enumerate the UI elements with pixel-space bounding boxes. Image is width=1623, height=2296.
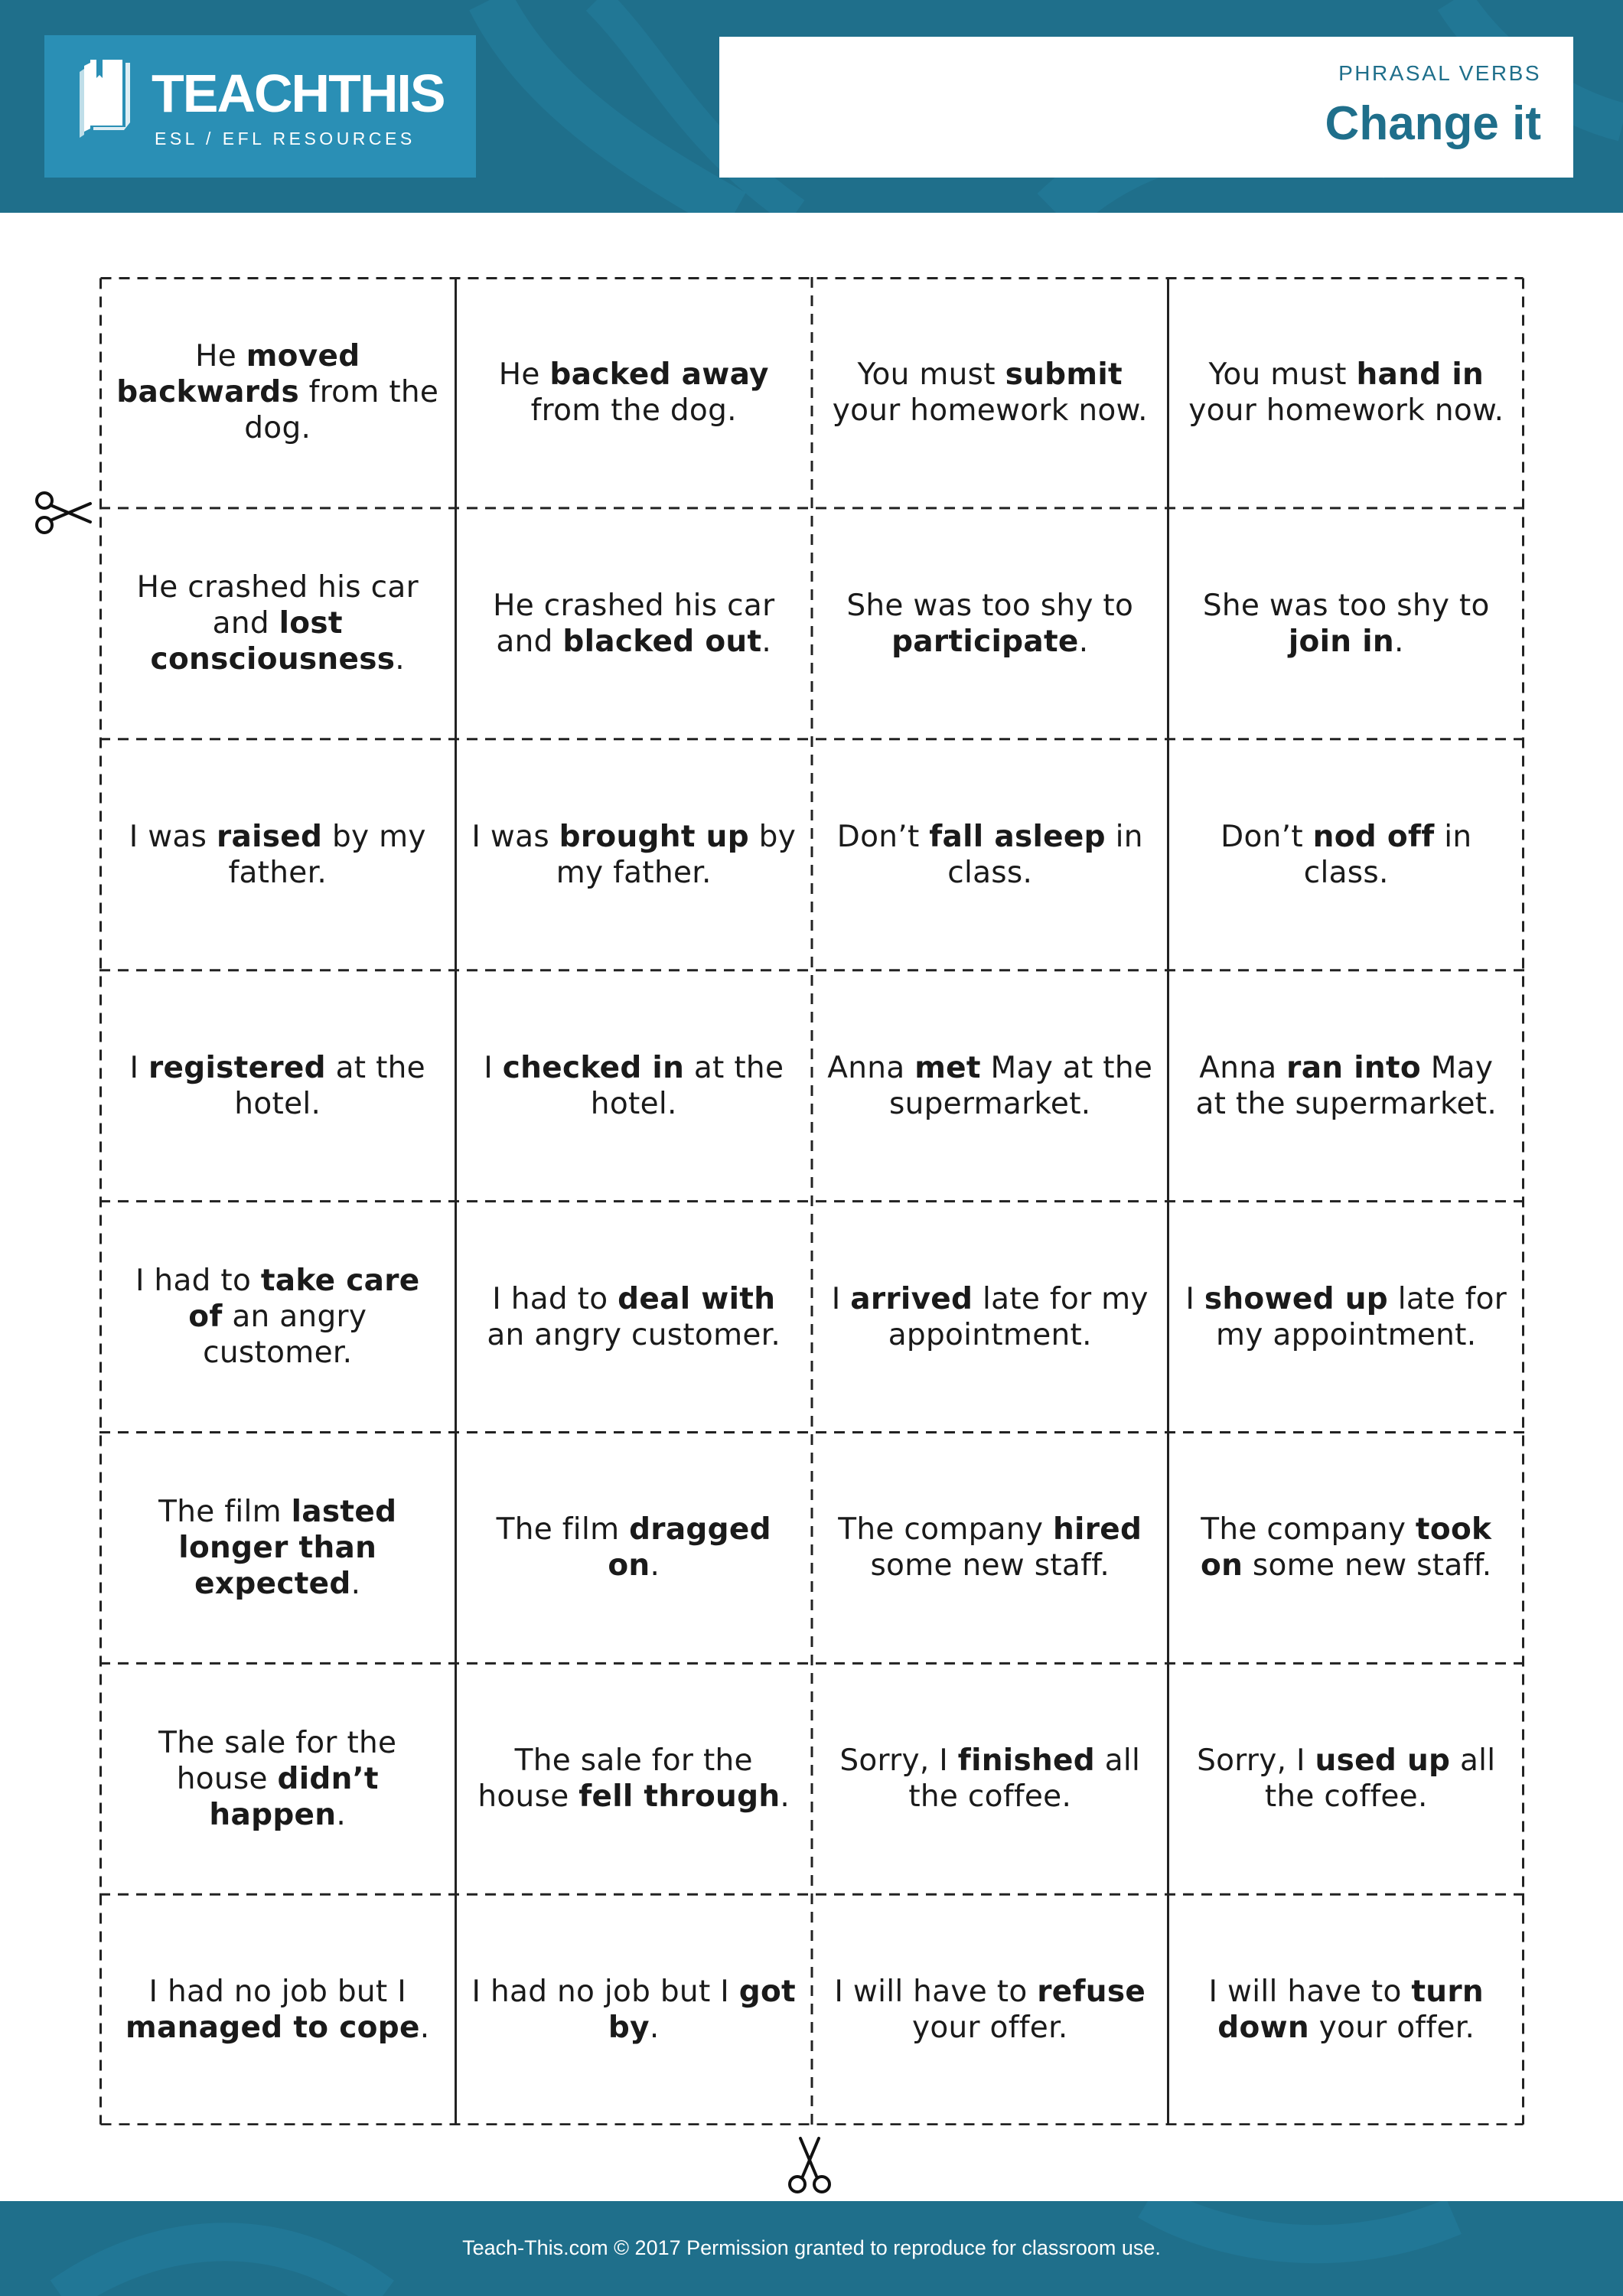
highlighted-phrase: dragged on [608,1512,771,1583]
card-sentence [1182,1974,1511,2046]
card [812,277,1168,508]
logo[interactable] [44,35,476,178]
card [99,970,456,1202]
card [456,277,813,508]
highlighted-phrase: participate [891,624,1079,659]
highlighted-phrase: got by [608,1975,797,2046]
card [456,970,813,1202]
highlighted-phrase: registered [148,1050,326,1085]
card [1168,970,1525,1202]
card-sentence [826,588,1155,660]
sentence-text: Don’t [1221,819,1313,854]
sentence-text: The company [1201,1512,1416,1548]
sentence-text: I was [471,819,559,854]
sentence-text: I had no job but I [148,1975,407,2010]
card-sentence [826,819,1155,891]
card-sentence [1182,1050,1511,1122]
highlighted-phrase: turn down [1217,1975,1484,2046]
sentence-text: your homework now. [832,393,1148,428]
card-sentence [113,1974,442,2046]
card [812,1202,1168,1433]
card [99,1663,456,1894]
sentence-text: all the coffee. [1264,1743,1496,1815]
card [99,1202,456,1433]
header-banner [0,0,1623,213]
sentence-text: at the hotel. [234,1050,425,1121]
highlighted-phrase: backed away [549,357,769,392]
sentence-text: I [129,1050,148,1085]
card [812,1433,1168,1664]
sentence-text: The sale for the house [158,1725,397,1796]
title-box [719,37,1573,178]
sentence-text: May at the supermarket. [888,1050,1153,1121]
highlighted-phrase: met [914,1050,981,1085]
highlighted-phrase: lost consciousness [150,606,396,677]
card [1168,1433,1525,1664]
sentence-text: from the dog. [244,375,439,446]
sentence-text: He [498,357,550,392]
sentence-text: . [336,1797,347,1832]
brand-name: TEACHTHIS [152,64,445,123]
sentence-text: an angry customer. [203,1300,367,1371]
highlighted-phrase: hand in [1356,357,1484,392]
card-sentence [113,338,442,446]
sentence-text: The film [158,1494,292,1529]
highlighted-phrase: nod off [1312,819,1435,854]
highlighted-phrase: blacked out [562,624,762,659]
sentence-text: an angry customer. [487,1317,781,1352]
sentence-text: I was [129,819,217,854]
card [1168,1663,1525,1894]
sentence-text: She was too shy to [1202,588,1490,623]
card [1168,1202,1525,1433]
card [1168,508,1525,739]
highlighted-phrase: join in [1288,624,1394,659]
sentence-text: May at the supermarket. [1195,1050,1498,1121]
scissors-icon-left [34,490,93,536]
sentence-text: . [395,642,405,677]
highlighted-phrase: arrived [850,1281,973,1316]
sentence-text: at the hotel. [590,1050,784,1121]
sentence-text: The sale for the house [477,1743,753,1815]
card-sentence [826,1050,1155,1122]
card-sentence [1182,1512,1511,1583]
sentence-text: Anna [827,1050,915,1085]
sentence-text: all the coffee. [908,1743,1141,1815]
card [456,1433,813,1664]
sentence-text: Don’t [836,819,930,854]
card [99,1894,456,2125]
sentence-text: I [484,1050,503,1085]
sentence-text: . [761,624,772,659]
card-sentence [1182,819,1511,891]
sentence-text: I [831,1281,851,1316]
scissors-icon-bottom [787,2135,833,2195]
sentence-text: . [1393,624,1404,659]
card-sentence [113,1050,442,1122]
highlighted-phrase: used up [1315,1743,1451,1779]
card [99,277,456,508]
card [812,970,1168,1202]
sentence-text: She was too shy to [846,588,1134,623]
card-sentence [470,1974,799,2046]
sentence-text: I will have to [1208,1975,1412,2010]
highlighted-phrase: lasted longer than expected [178,1494,397,1601]
sentence-text: Sorry, I [839,1743,958,1779]
sentence-text: I had to [492,1281,618,1316]
sentence-text: I had to [135,1264,261,1299]
sentence-text: Sorry, I [1197,1743,1315,1779]
highlighted-phrase: deal with [618,1281,776,1316]
sentence-text: . [780,1779,790,1815]
worksheet-category: PHRASAL VERBS [1338,61,1541,85]
sentence-text: The film [496,1512,630,1548]
card-sentence [470,1512,799,1583]
card [812,739,1168,970]
sentence-text: The company [838,1512,1053,1548]
highlighted-phrase: showed up [1204,1281,1388,1316]
highlighted-phrase: fall asleep [929,819,1106,854]
card-sentence [113,1263,442,1371]
card [99,508,456,739]
card-sentence [826,1974,1155,2046]
sentence-text: . [650,1548,660,1583]
sentence-text: He crashed his car and [493,588,775,659]
sentence-text: in class. [947,819,1143,890]
card [1168,277,1525,508]
sentence-text: . [419,2011,430,2046]
card [456,1663,813,1894]
card-sentence [470,1281,799,1353]
card-sentence [470,357,799,429]
card [812,1663,1168,1894]
card-sentence [113,569,442,677]
sentence-text: some new staff. [1243,1548,1492,1583]
highlighted-phrase: refuse [1037,1975,1146,2010]
highlighted-phrase: checked in [502,1050,685,1085]
card-sentence [826,1512,1155,1583]
sentence-text: Anna [1199,1050,1287,1085]
highlighted-phrase: managed to cope [125,2011,420,2046]
card-sentence [470,1050,799,1122]
highlighted-phrase: raised [216,819,323,854]
brand-tagline: ESL / EFL RESOURCES [155,129,416,148]
card [456,1202,813,1433]
sentence-text: I [1185,1281,1204,1316]
highlighted-phrase: submit [1005,357,1123,392]
highlighted-phrase: didn’t happen [209,1761,379,1832]
sentence-text: He [195,339,246,374]
sentence-text: in class. [1303,819,1472,890]
sentence-text: your homework now. [1188,393,1504,428]
highlighted-phrase: hired [1052,1512,1142,1548]
card [456,739,813,970]
sentence-text: He crashed his car and [136,570,419,641]
highlighted-phrase: ran into [1286,1050,1422,1085]
sentence-text: from the dog. [530,393,737,428]
sentence-text: . [1078,624,1089,659]
card-sentence [1182,1743,1511,1815]
card-sentence [113,1725,442,1833]
card [456,1894,813,2125]
card-sentence [113,819,442,891]
sentence-text: late for my appointment. [1216,1281,1507,1352]
card-sentence [113,1494,442,1602]
footer-banner [0,2201,1623,2296]
card [456,508,813,739]
sentence-text: your offer. [911,2011,1068,2046]
sentence-text: I had no job but I [471,1975,739,2010]
card [812,508,1168,739]
card [1168,739,1525,970]
sentence-text: your offer. [1309,2011,1475,2046]
card-sentence [826,357,1155,429]
card [1168,1894,1525,2125]
card [812,1894,1168,2125]
card-sentence [826,1281,1155,1353]
card [99,1433,456,1664]
sentence-text: by my father. [228,819,426,890]
sentence-text: You must [1208,357,1357,392]
card [99,739,456,970]
card-grid [99,277,1524,2125]
highlighted-phrase: brought up [559,819,749,854]
sentence-text: You must [857,357,1005,392]
card-sentence [1182,588,1511,660]
card-sentence [470,1743,799,1815]
sentence-text: I will have to [834,1975,1038,2010]
sentence-text: . [350,1566,361,1601]
card-sentence [1182,1281,1511,1353]
highlighted-phrase: took on [1201,1512,1492,1583]
book-logo-icon [77,55,150,139]
sentence-text: late for my appointment. [888,1281,1149,1352]
highlighted-phrase: moved backwards [116,339,360,410]
card-sentence [470,819,799,891]
sentence-text: by my father. [556,819,797,890]
sentence-text: . [649,2011,660,2046]
highlighted-phrase: take care of [188,1264,420,1335]
sentence-text: some new staff. [870,1548,1110,1583]
card-sentence [470,588,799,660]
highlighted-phrase: finished [957,1743,1096,1779]
card-sentence [1182,357,1511,429]
highlighted-phrase: fell through [578,1779,781,1815]
worksheet-title: Change it [1325,97,1541,150]
card-sentence [826,1743,1155,1815]
copyright-notice: Teach-This.com © 2017 Permission granted to reproduce for classroom use. [462,2236,1161,2259]
